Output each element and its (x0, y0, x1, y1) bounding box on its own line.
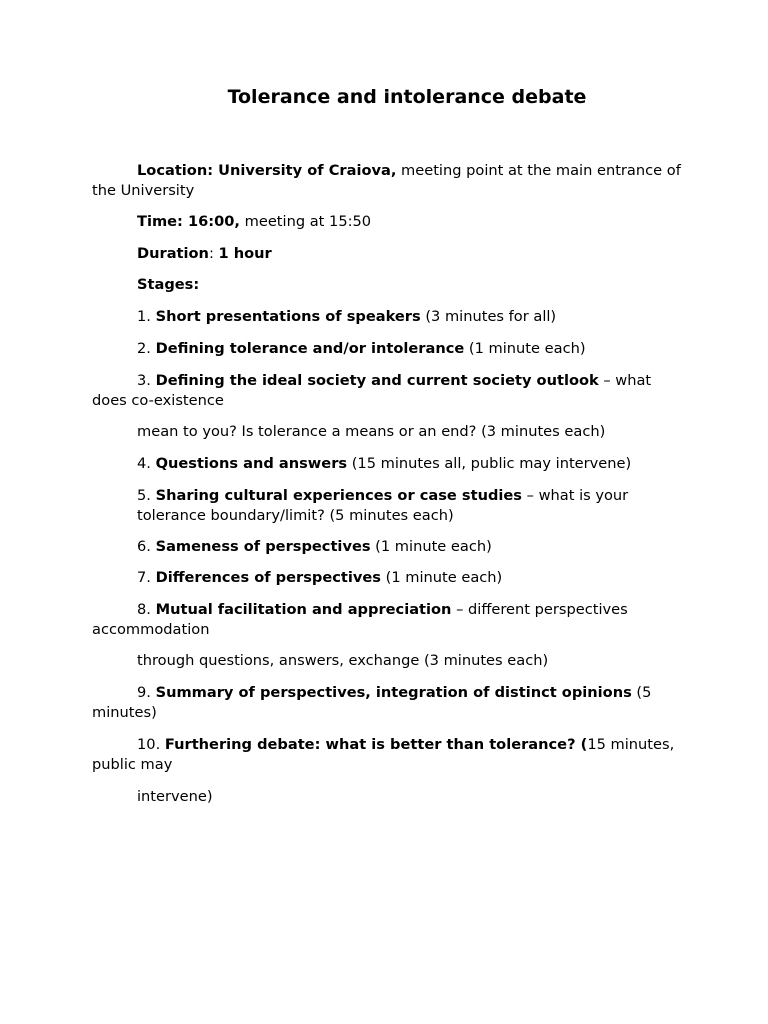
duration-label: Duration (137, 245, 209, 262)
time-details: meeting at 15:50 (239, 213, 372, 230)
stage-details: – what is your tolerance boundary/limit? (5 minutes each) (137, 487, 629, 524)
stage-title: Short presentations of speakers (155, 308, 421, 325)
stage-title: Summary of perspectives, integration of distinct opinions (155, 684, 632, 701)
duration-paragraph (92, 244, 682, 264)
document-title: Tolerance and intolerance debate (227, 86, 587, 108)
location-details: meeting point at the main entrance of the University (92, 162, 681, 199)
duration-colon: : (208, 245, 219, 262)
stage-item (137, 486, 682, 525)
stage-number: 8. (137, 601, 156, 618)
time-label: Time: 16:00, (137, 213, 240, 230)
stage-continuation: mean to you? Is tolerance a means or an end? (3 minutes each) (137, 423, 606, 440)
stage-number: 4. (137, 455, 156, 472)
stage-details: – what does co-existence (92, 372, 652, 409)
stage-details: 15 minutes, public may (92, 736, 675, 773)
stage-number: 1. (137, 308, 156, 325)
stage-item (92, 600, 682, 639)
stage-details: (1 minute each) (380, 569, 503, 586)
stage-details: (3 minutes for all) (420, 308, 557, 325)
stage-number: 7. (137, 569, 156, 586)
stage-title: Mutual facilitation and appreciation (155, 601, 452, 618)
stage-item (92, 371, 682, 410)
stage-item (92, 735, 682, 774)
stage-number: 2. (137, 340, 156, 357)
stage-details: – different perspectives accommodation (92, 601, 628, 638)
stage-title: Sameness of perspectives (155, 538, 371, 555)
stage-item (92, 307, 682, 327)
stage-number: 9. (137, 684, 156, 701)
stage-title: Sharing cultural experiences or case studies (155, 487, 522, 504)
stage-continuation: intervene) (137, 788, 213, 805)
location-label: Location: University of Craiova, (137, 162, 397, 179)
stage-details: (15 minutes all, public may intervene) (347, 455, 632, 472)
stage-number: 6. (137, 538, 156, 555)
stage-item (92, 683, 682, 722)
stage-title: Questions and answers (155, 455, 348, 472)
stage-continuation: through questions, answers, exchange (3 minutes each) (137, 652, 549, 669)
stage-number: 5. (137, 487, 156, 504)
stage-details: (1 minute each) (370, 538, 492, 555)
stage-item (92, 454, 682, 474)
stage-title: Defining tolerance and/or intolerance (155, 340, 465, 357)
stage-item (92, 568, 682, 588)
stage-title: Differences of perspectives (155, 569, 381, 586)
stages-label: Stages: (137, 276, 200, 293)
location-paragraph (92, 161, 682, 200)
time-paragraph (92, 212, 682, 232)
stage-number: 10. (137, 736, 165, 753)
stage-details: (5 minutes) (92, 684, 652, 721)
stage-item (92, 339, 682, 359)
duration-value: 1 hour (218, 245, 272, 262)
stage-title: Defining the ideal society and current society outlook (155, 372, 599, 389)
stage-item (92, 537, 682, 557)
stage-number: 3. (137, 372, 156, 389)
stage-title: Furthering debate: what is better than tolerance? ( (164, 736, 588, 753)
stage-details: (1 minute each) (464, 340, 586, 357)
